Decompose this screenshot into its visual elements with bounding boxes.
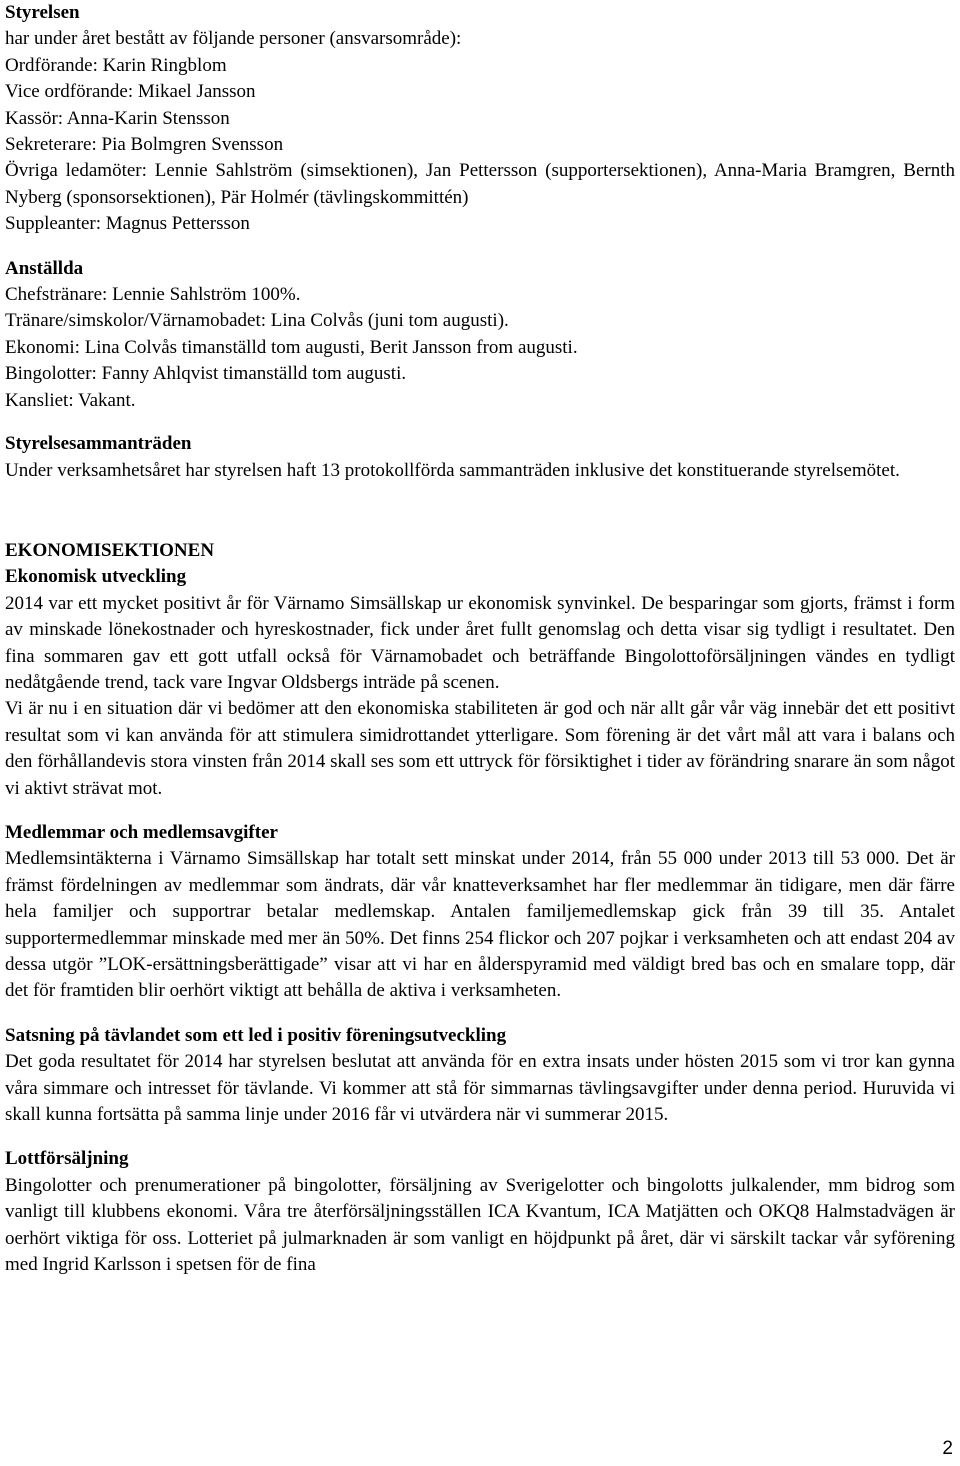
lottforsaljning-paragraph: Bingolotter och prenumerationer på bingolotter, försäljning av Sverigelotter och bingolotts julkalender, mm bidrog som vanligt till klubbens ekonomi. Våra tre återförsäljningsställen ICA Kvantum, ICA Matjätten och OKQ8 Halmstadvägen är oerhört viktiga för oss. Lotteriet på julmarknaden är som vanligt en höjdpunkt på året, där vi särskilt tackar vår syförening med Ingrid Karlsson i spetsen för de fina — [5, 1174, 955, 1276]
anstallda-heading: Anställda — [5, 257, 84, 279]
kassor-line: Kassör: Anna-Karin Stensson — [5, 107, 230, 129]
styrelsen-heading: Styrelsen — [5, 2, 80, 23]
ekonomi-line: Ekonomi: Lina Colvås timanställd tom augusti, Berit Jansson from augusti. — [5, 336, 578, 358]
ekonomisk-utveckling-paragraph-2: Vi är nu i en situation där vi bedömer att den ekonomiska stabiliteten är god och när allt går vår väg innebär det ett positivt resultat som vi kan använda för att stimulera simidrottandet ytterligare. Som förening är det vårt mål att vara i balans och den förhållandevis stora vinsten från 2014 skall ses som ett uttryck för försiktighet i tider av förändring snarare än som något vi aktivt strävat mot. — [5, 698, 955, 799]
ekonomisektionen-heading: EKONOMISEKTIONEN — [5, 539, 215, 561]
lottforsaljning-section — [5, 1146, 955, 1278]
styrelsesammantraden-paragraph: Under verksamhetsåret har styrelsen haft 13 protokollförda sammanträden inklusive det konstituerande styrelsemötet. — [5, 459, 900, 481]
medlemmar-section — [5, 820, 955, 1005]
ekonomisk-utveckling-heading: Ekonomisk utveckling — [5, 566, 187, 588]
kansliet-line: Kansliet: Vakant. — [5, 389, 136, 411]
lottforsaljning-heading: Lottförsäljning — [5, 1148, 129, 1170]
document-page — [5, 0, 955, 1278]
ovriga-ledamoter-paragraph: Övriga ledamöter: Lennie Sahlström (simsektionen), Jan Pettersson (supportersektionen), Anna-Maria Bramgren, Bernth Nyberg (sponsorsektionen), Pär Holmér (tävlingskommittén) — [5, 160, 955, 208]
ekonomisk-utveckling-paragraph-1: 2014 var ett mycket positivt år för Värnamo Simsällskap ur ekonomisk synvinkel. De besparingar som gjorts, främst i form av minskade lönekostnader och hyreskostnader, fick under året fullt genomslag och detta visar sig tydligt i resultatet. Den fina sommaren gav ett gott utfall också för Värnamobadet och beträffande Bingolottoförsäljningen vändes en tydligt nedåtgående trend, tack vare Ingvar Oldsbergs inträde på scenen. — [5, 592, 955, 693]
tranare-line: Tränare/simskolor/Värnamobadet: Lina Colvås (juni tom augusti). — [5, 310, 509, 332]
styrelsen-section — [5, 0, 955, 238]
medlemmar-heading: Medlemmar och medlemsavgifter — [5, 821, 278, 843]
page-number: 2 — [942, 1438, 953, 1459]
satsning-heading: Satsning på tävlandet som ett led i positiv föreningsutveckling — [5, 1024, 507, 1046]
styrelsesammantraden-section — [5, 431, 955, 484]
styrelsesammantraden-heading: Styrelsesammanträden — [5, 433, 192, 455]
satsning-section — [5, 1023, 955, 1129]
anstallda-section — [5, 256, 955, 414]
sekreterare-line: Sekreterare: Pia Bolmgren Svensson — [5, 134, 284, 156]
satsning-paragraph: Det goda resultatet för 2014 har styrelsen beslutat att använda för en extra insats under hösten 2015 som vi tror kan gynna våra simmare och intresset för tävlande. Vi kommer att stå för simmarnas tävlingsavgifter under denna period. Huruvida vi skall kunna fortsätta på samma linje under 2016 får vi utvärdera när vi summerar 2015. — [5, 1051, 955, 1126]
styrelsen-intro-line: har under året bestått av följande personer (ansvarsområde): — [5, 28, 462, 50]
medlemmar-paragraph: Medlemsintäkterna i Värnamo Simsällskap har totalt sett minskat under 2014, från 55 000 under 2013 till 53 000. Det är främst fördelningen av medlemmar som ändrats, där vår knatteverksamhet har fler medlemmar än tidigare, men där färre hela familjer och supportrar betalar medlemskap. Antalen familjemedlemskap gick från 39 till 35. Antalet supportermedlemmar minskade med mer än 50%. Det finns 254 flickor och 207 pojkar i verksamheten och att endast 204 av dessa utgör ”LOK-ersättningsberättigade” visar att vi har en ålderspyramid med väldigt bred bas och en smalare topp, där det för framtiden blir oerhört viktigt att behålla de aktiva i verksamheten. — [5, 848, 955, 1002]
suppleanter-line: Suppleanter: Magnus Pettersson — [5, 213, 250, 235]
chefstranare-line: Chefstränare: Lennie Sahlström 100%. — [5, 284, 301, 306]
ekonomisektionen-section — [5, 538, 955, 802]
ordforande-line: Ordförande: Karin Ringblom — [5, 54, 227, 76]
bingolotter-line: Bingolotter: Fanny Ahlqvist timanställd tom augusti. — [5, 363, 407, 385]
vice-ordforande-line: Vice ordförande: Mikael Jansson — [5, 81, 256, 103]
